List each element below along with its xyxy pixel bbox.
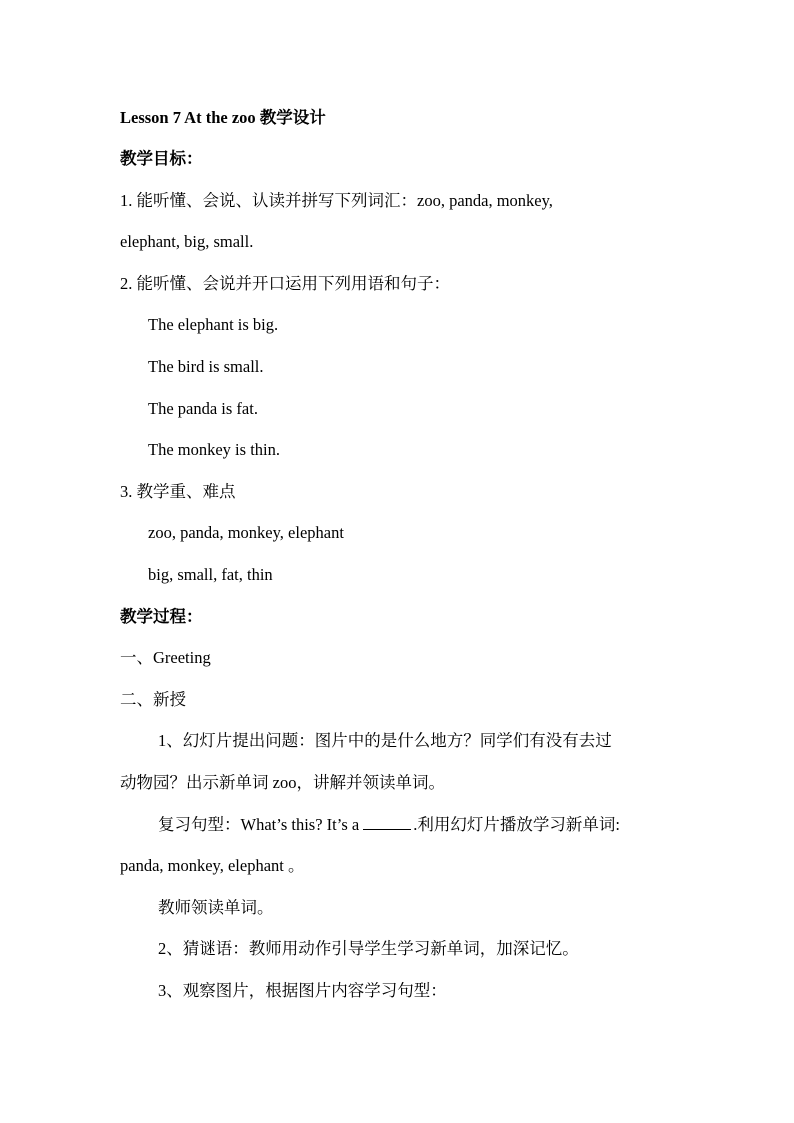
- paragraph-2-line-1: [158, 814, 620, 836]
- objective-3: 3. 教学重、难点: [120, 482, 236, 501]
- sentence-2: The bird is small.: [148, 357, 264, 376]
- paragraph-3: 教师领读单词。: [158, 898, 274, 917]
- sentence-4: The monkey is thin.: [148, 440, 280, 459]
- paragraph-1-line-2: 动物园？出示新单词 zoo，讲解并领读单词。: [120, 773, 445, 792]
- objective-1-line-1: 1. 能听懂、会说、认读并拼写下列词汇：zoo, panda, monkey,: [120, 191, 553, 210]
- paragraph-2-line-2: panda, monkey, elephant 。: [120, 856, 305, 875]
- objective-2: 2. 能听懂、会说并开口运用下列用语和句子：: [120, 274, 450, 293]
- sentence-1: The elephant is big.: [148, 315, 279, 334]
- objectives-heading: 教学目标：: [120, 149, 203, 168]
- key-words-1: zoo, panda, monkey, elephant: [148, 523, 344, 542]
- paragraph-2-prefix: 复习句型：What’s this? It’s a: [158, 815, 360, 834]
- paragraph-5: 3、观察图片，根据图片内容学习句型：: [158, 981, 447, 1000]
- paragraph-4: 2、猜谜语：教师用动作引导学生学习新单词，加深记忆。: [158, 939, 579, 958]
- objective-1-line-2: elephant, big, small.: [120, 232, 254, 251]
- key-words-2: big, small, fat, thin: [148, 565, 273, 584]
- step-1: 一、Greeting: [120, 648, 211, 667]
- step-2: 二、新授: [120, 690, 186, 709]
- paragraph-1-line-1: 1、幻灯片提出问题：图片中的是什么地方？同学们有没有去过: [158, 731, 612, 750]
- document-title: Lesson 7 At the zoo 教学设计: [120, 108, 326, 127]
- paragraph-2-suffix: .利用幻灯片播放学习新单词:: [413, 815, 620, 834]
- fill-in-blank: [363, 815, 411, 830]
- process-heading: 教学过程：: [120, 607, 203, 626]
- sentence-3: The panda is fat.: [148, 399, 258, 418]
